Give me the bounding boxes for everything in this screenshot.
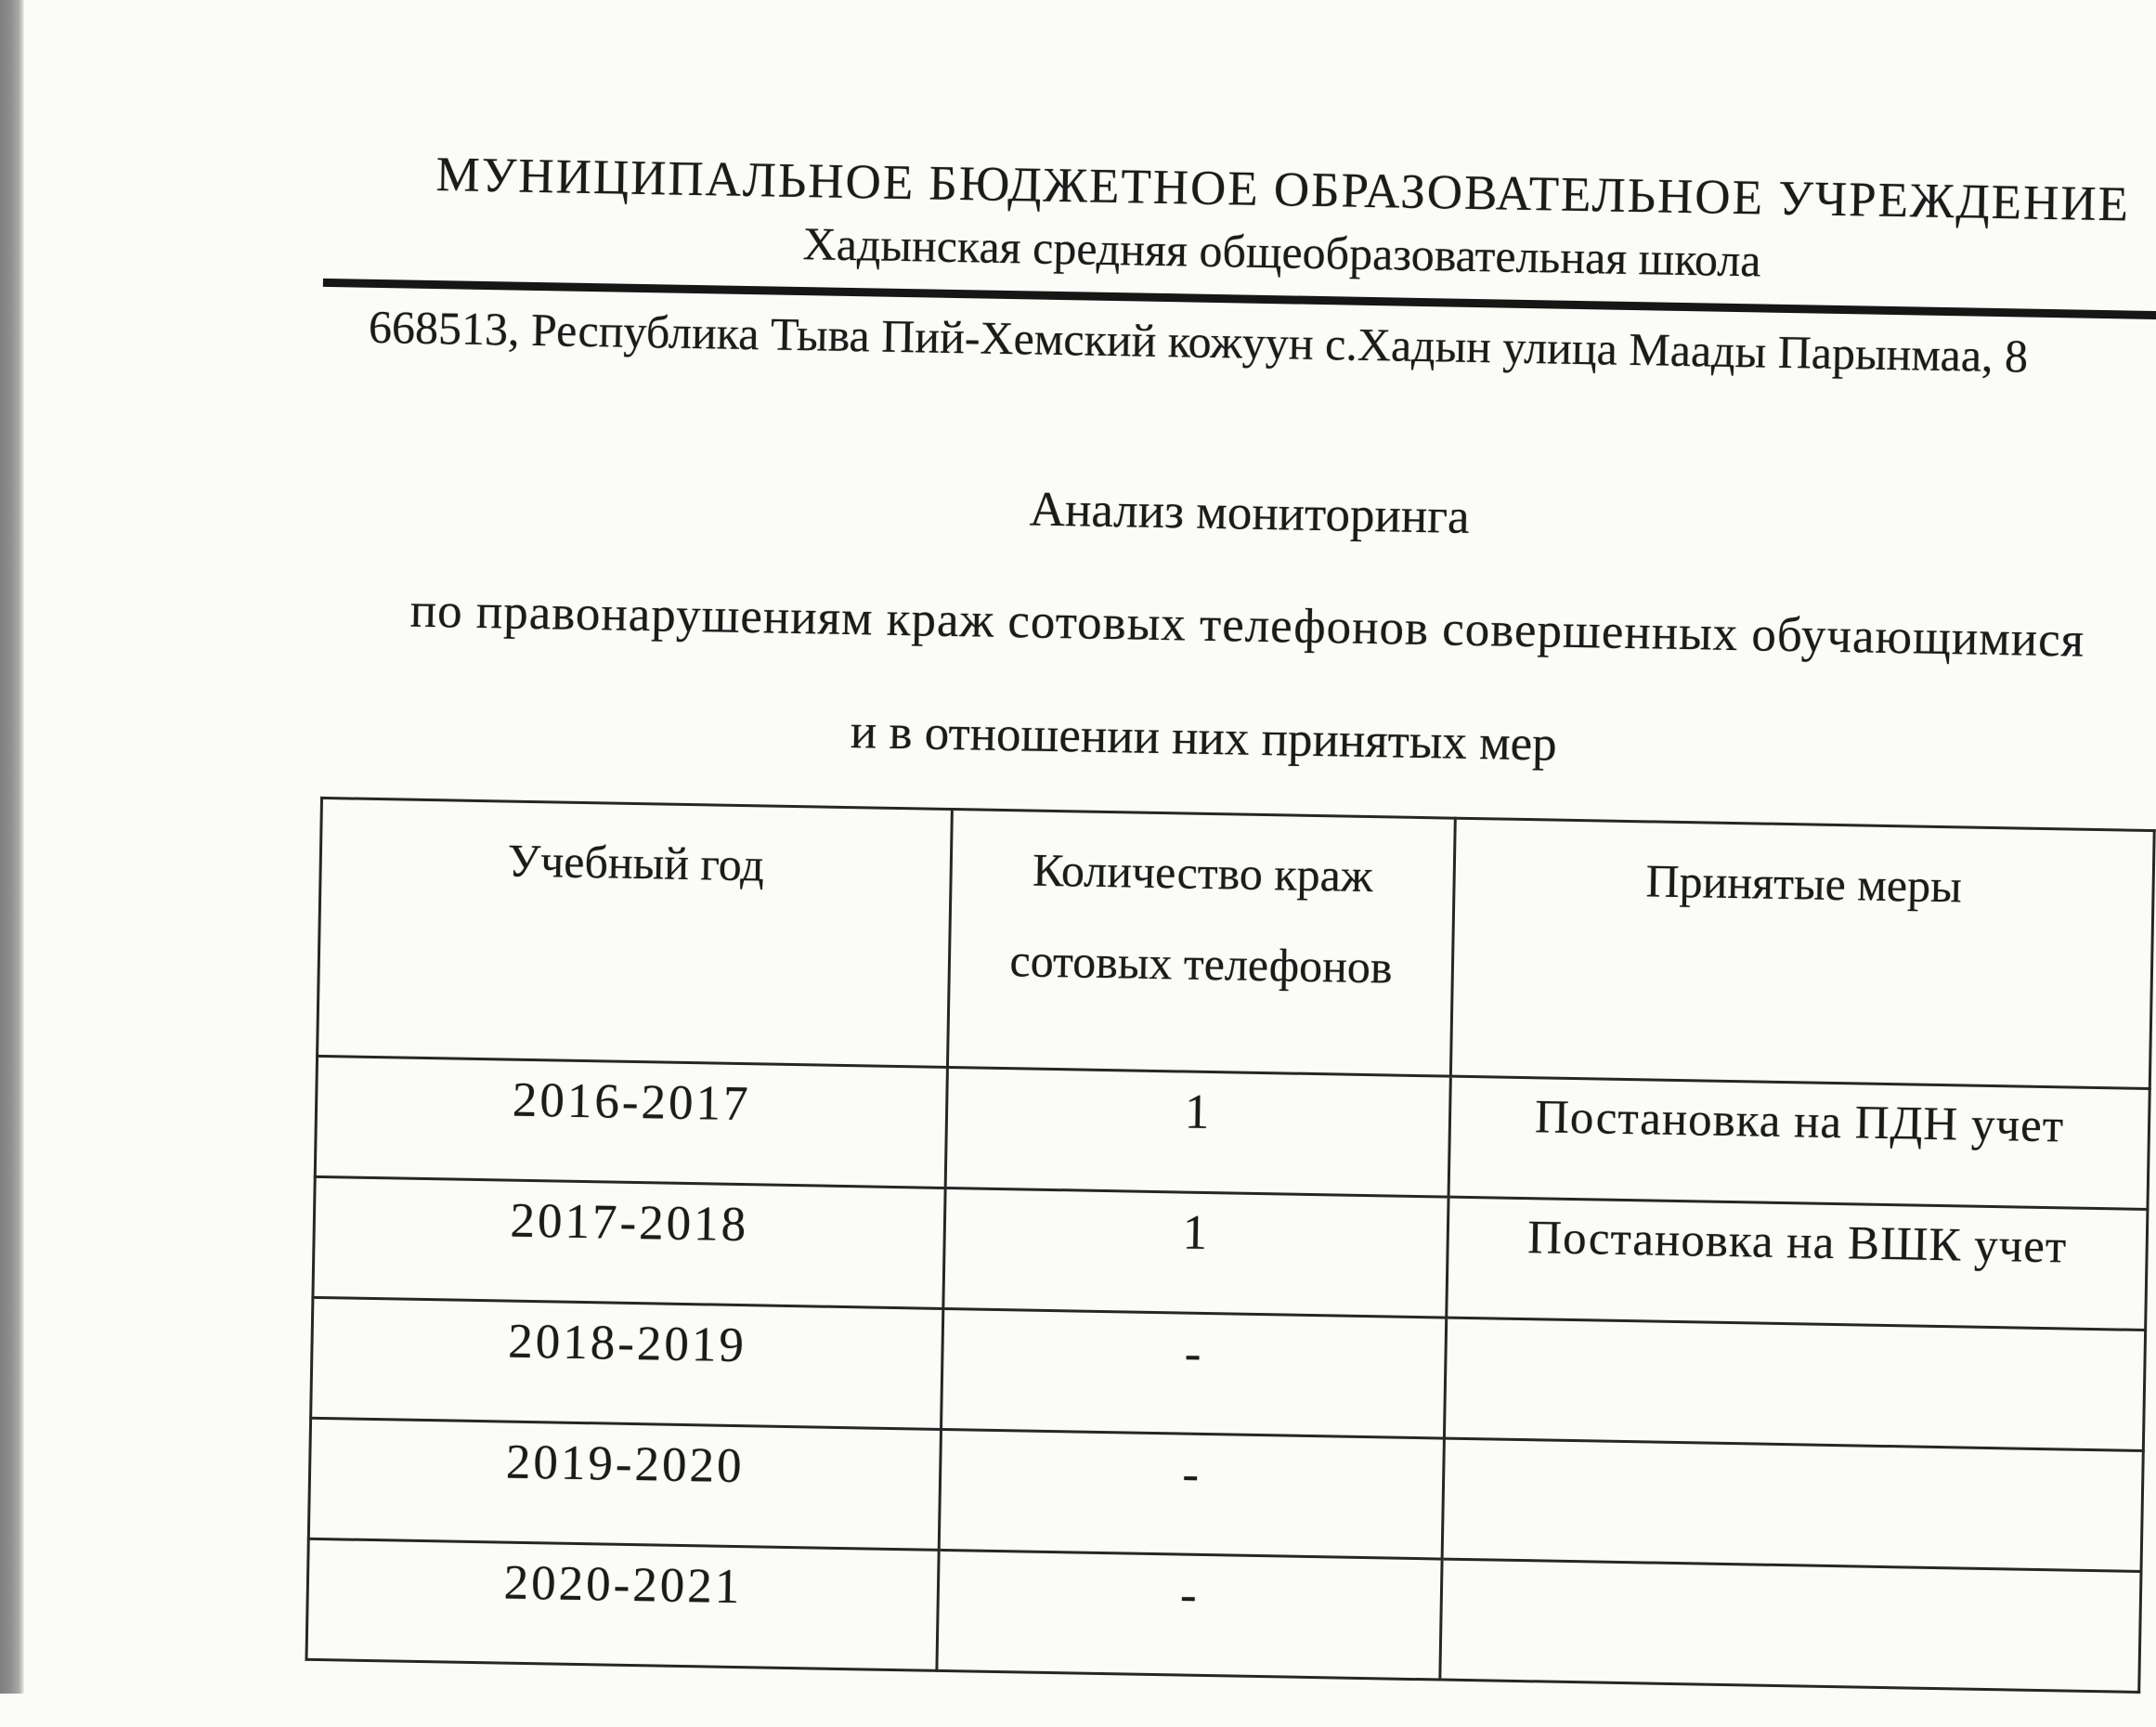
count-cell: - <box>942 1308 1447 1438</box>
measures-cell <box>1440 1559 2141 1692</box>
year-cell: 2020-2021 <box>306 1539 939 1670</box>
org-address: 668513, Республика Тыва Пий-Хемский кожуун с.Хадын улица Маады Парынмаа, 8 <box>368 300 2029 383</box>
measures-cell: Постановка на ВШК учет <box>1447 1197 2148 1330</box>
doc-title: Анализ мониторинга <box>1029 482 1471 544</box>
year-cell: 2018-2019 <box>311 1297 943 1429</box>
monitoring-table <box>305 797 2155 1694</box>
doc-subtitle-line1: по правонарушениям краж сотовых телефонов совершенных обучающимися <box>409 583 2085 668</box>
year-cell: 2016-2017 <box>315 1056 947 1188</box>
scan-edge-strip <box>0 0 24 1694</box>
measures-cell <box>1442 1438 2143 1571</box>
table-header-row <box>318 798 2155 1088</box>
count-cell: - <box>937 1550 1442 1680</box>
count-cell: 1 <box>945 1067 1450 1197</box>
org-name-line1: МУНИЦИПАЛЬНОЕ БЮДЖЕТНОЕ ОБРАЗОВАТЕЛЬНОЕ УЧРЕЖДЕНИЕ <box>435 148 2131 232</box>
count-cell: - <box>939 1429 1444 1559</box>
count-cell: 1 <box>943 1188 1448 1318</box>
year-cell: 2017-2018 <box>313 1176 945 1308</box>
measures-cell <box>1445 1318 2146 1450</box>
col-header-theft-count: Количество краж сотовых телефонов <box>947 810 1455 1077</box>
doc-subtitle-line2: и в отношении них принятых мер <box>850 705 1558 772</box>
year-cell: 2019-2020 <box>308 1418 941 1550</box>
col-header-measures: Принятые меры <box>1450 818 2154 1088</box>
measures-cell: Постановка на ПДН учет <box>1448 1076 2150 1209</box>
col-header-year: Учебный год <box>318 798 953 1067</box>
org-name-line2: Хадынская средняя общеобразовательная школа <box>802 217 1762 287</box>
